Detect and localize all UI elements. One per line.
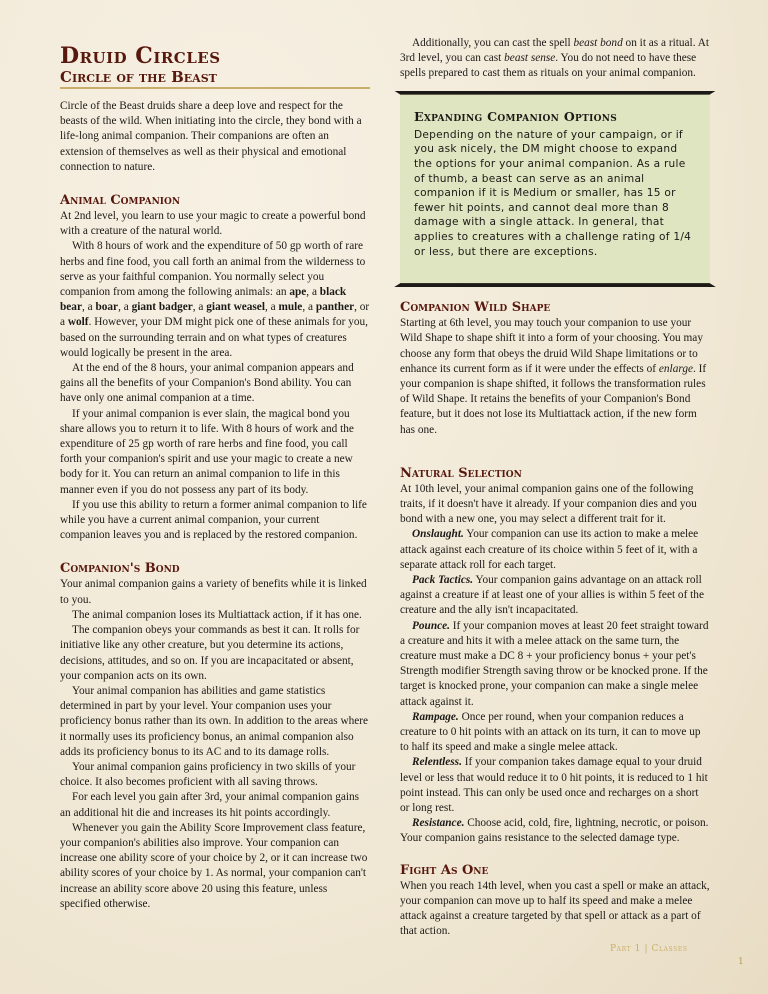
bond-paragraph: Your animal companion gains a variety of benefits while it is linked to you. [60, 578, 367, 606]
trait-onslaught: Onslaught. Your companion can use its action to make a melee attack against each creature of its choice within 5 feet of it, with a separate attack roll for each target. [400, 528, 699, 571]
bond-paragraph: The animal companion loses its Multiattack action, if it has one. [72, 608, 362, 621]
animal-wolf: wolf [67, 316, 89, 329]
expanding-options-note [400, 94, 710, 285]
trait-relentless: Relentless. If your companion takes damage equal to your druid level or less that would reduce it to 0 hit points, it is reduced to 1 hit point instead. This can only be used once and recharges on a short or long rest. [400, 756, 708, 815]
trait-pounce: Pounce. If your companion moves at least 20 feet straight toward a creature and hits it with a melee attack on the same turn, the creature must make a DC 8 + your proficiency bonus + your pet's Strength modifier Strength saving throw or be knocked prone. If the target is knocked prone, your companion can make a single melee attack against it. [400, 619, 709, 708]
animal-ape: ape [289, 286, 307, 299]
wild-shape-paragraph: Starting at 6th level, you may touch your companion to use your Wild Shape to shape shift it into a form of your choosing. You may choose any form that obeys the druid Wild Shape limitations or to enhance its current form as if it were under the effects of enlarge. If your companion is shape shifted, it follows the transformation rules of Wild Shape. It retains the benefits of your Companion's Bond feature, but it does not lose its Multiattack action, if the new form has one. [400, 317, 707, 436]
trait-pack-tactics: Pack Tactics. Your companion gains advantage on an attack roll against a creature if at least one of your allies is within 5 feet of the creature and the ally isn't incapacitated. [400, 574, 704, 617]
bond-paragraph: Whenever you gain the Ability Score Improvement class feature, your companion's abilities also improve. Your companion can increase one ability score of your choice by 2, or it can increase two ability scores of your choice by 1. As normal, your companion can't increase an ability score above 20 using this feature, unless specified otherwise. [60, 821, 368, 910]
bond-paragraph: The companion obeys your commands as best it can. It rolls for initiative like any other creature, but you determine its actions, decisions, attitudes, and so on. If you are incapacitated or absent, your companion acts on its own. [60, 624, 360, 682]
spell-beast-bond: beast bond [573, 37, 623, 49]
animal-companion-heading: Animal Companion [60, 193, 181, 209]
animal-companion-p3: At the end of the 8 hours, your animal companion appears and gains all the benefits of your Companion's Bond ability. You can have only one animal companion at a time. [60, 362, 354, 405]
page-number: 1 [738, 957, 744, 967]
page-footer: Part 1 | Classes [610, 944, 688, 954]
page-title: Druid Circles [60, 43, 221, 69]
animal-companion-p2: With 8 hours of work and the expenditure of 50 gp worth of rare herbs and fine food, you call forth an animal from the wilderness to serve as your faithful companion. You normally select you companion from among the following animals: an ape, a black bear, a boar, a giant badger, a giant weasel, a mule, a panther, or a wolf. However, your DM might pick one of these animals for you, based on the surrounding terrain and on what types of creatures would logically be present in the area. [60, 240, 370, 359]
bond-paragraph: Your animal companion has abilities and game statistics determined in part by your level. Your companion uses your proficiency bonus rather than its own. In addition to the areas where it normally uses its proficiency bonus, an animal companion also adds its proficiency bonus to its AC and to its damage rolls. [60, 684, 369, 758]
animal-companion-p4: If your animal companion is ever slain, the magical bond you share allows you to return it to life. With 8 hours of work and the expenditure of 25 gp worth of rare herbs and fine food, you call forth your companion's spirit and use your magic to create a new body for it. You can return an animal companion to life in this manner even if you do not possess any part of its body. [60, 407, 354, 496]
trait-rampage: Rampage. Once per round, when your companion reduces a creature to 0 hit points with an attack on its turn, it can to move up to half its speed and make a single melee attack. [400, 710, 701, 754]
animal-companion-p5: If you use this ability to return a former animal companion to life while you have a current animal companion, your current companion leaves you and is replaced by the restored companion. [60, 498, 367, 542]
rituals-paragraph: Additionally, you can cast the spell beast bond on it as a ritual. At 3rd level, you can cast beast sense. You do not need to have these spells prepared to cast them as rituals on your animal companion. [400, 37, 710, 80]
bond-paragraph: For each level you gain after 3rd, your animal companion gains an additional hit die and increases its hit points accordingly. [60, 791, 360, 819]
animal-panther: panther [315, 301, 355, 314]
note-title: Expanding Companion Options [414, 108, 618, 124]
animal-black-bear: black bear [60, 286, 347, 314]
animal-companion-p1: At 2nd level, you learn to use your magic to create a powerful bond with a creature of the natural world. [60, 210, 366, 238]
companions-bond-heading: Companion's Bond [60, 561, 180, 577]
trait-resistance: Resistance. Choose acid, cold, fire, lightning, necrotic, or poison. Your companion gains resistance to the selected damage type. [400, 817, 709, 845]
right-column [400, 36, 710, 939]
animal-mule: mule [278, 301, 303, 314]
intro-paragraph: Circle of the Beast druids share a deep love and respect for the beasts of the wild. When initiating into the circle, they bond with a life-long animal companion. Their companions are often an extension of themselves as well as their physical and emotional connection to nature. [60, 100, 362, 173]
section-subtitle: Circle of the Beast [60, 68, 370, 89]
animal-boar: boar [95, 301, 119, 314]
fight-as-one-heading: Fight As One [400, 862, 489, 878]
spell-beast-sense: beast sense [504, 52, 556, 65]
wild-shape-heading: Companion Wild Shape [400, 300, 551, 316]
spell-enlarge: enlarge [658, 362, 693, 375]
natural-selection-intro: At 10th level, your animal companion gains one of the following traits, if it doesn't have it already. If your companion dies and you bond with a new one, you may select a different trait for it. [400, 482, 697, 526]
note-body: Depending on the nature of your campaign, or if you ask nicely, the DM might choose to expand the options for your animal companion. As a rule of thumb, a beast can serve as an animal companion if it is Medium or smaller, has 15 or fewer hit points, and cannot deal more than 8 damage with a single attack. In general, that applies to creatures with a challenge rating of 1/4 or less, but there are exceptions. [414, 128, 692, 258]
bond-paragraph: Your animal companion gains proficiency in two skills of your choice. It also becomes proficient with all saving throws. [60, 760, 356, 789]
left-column [60, 44, 370, 912]
animal-giant-badger: giant badger [131, 301, 193, 314]
animal-giant-weasel: giant weasel [206, 301, 265, 314]
natural-selection-heading: Natural Selection [400, 465, 522, 481]
fight-as-one-paragraph: When you reach 14th level, when you cast a spell or make an attack, your companion can move up to half its speed and make a melee attack against a creature targeted by that spell or attack as a part of that action. [400, 879, 710, 938]
